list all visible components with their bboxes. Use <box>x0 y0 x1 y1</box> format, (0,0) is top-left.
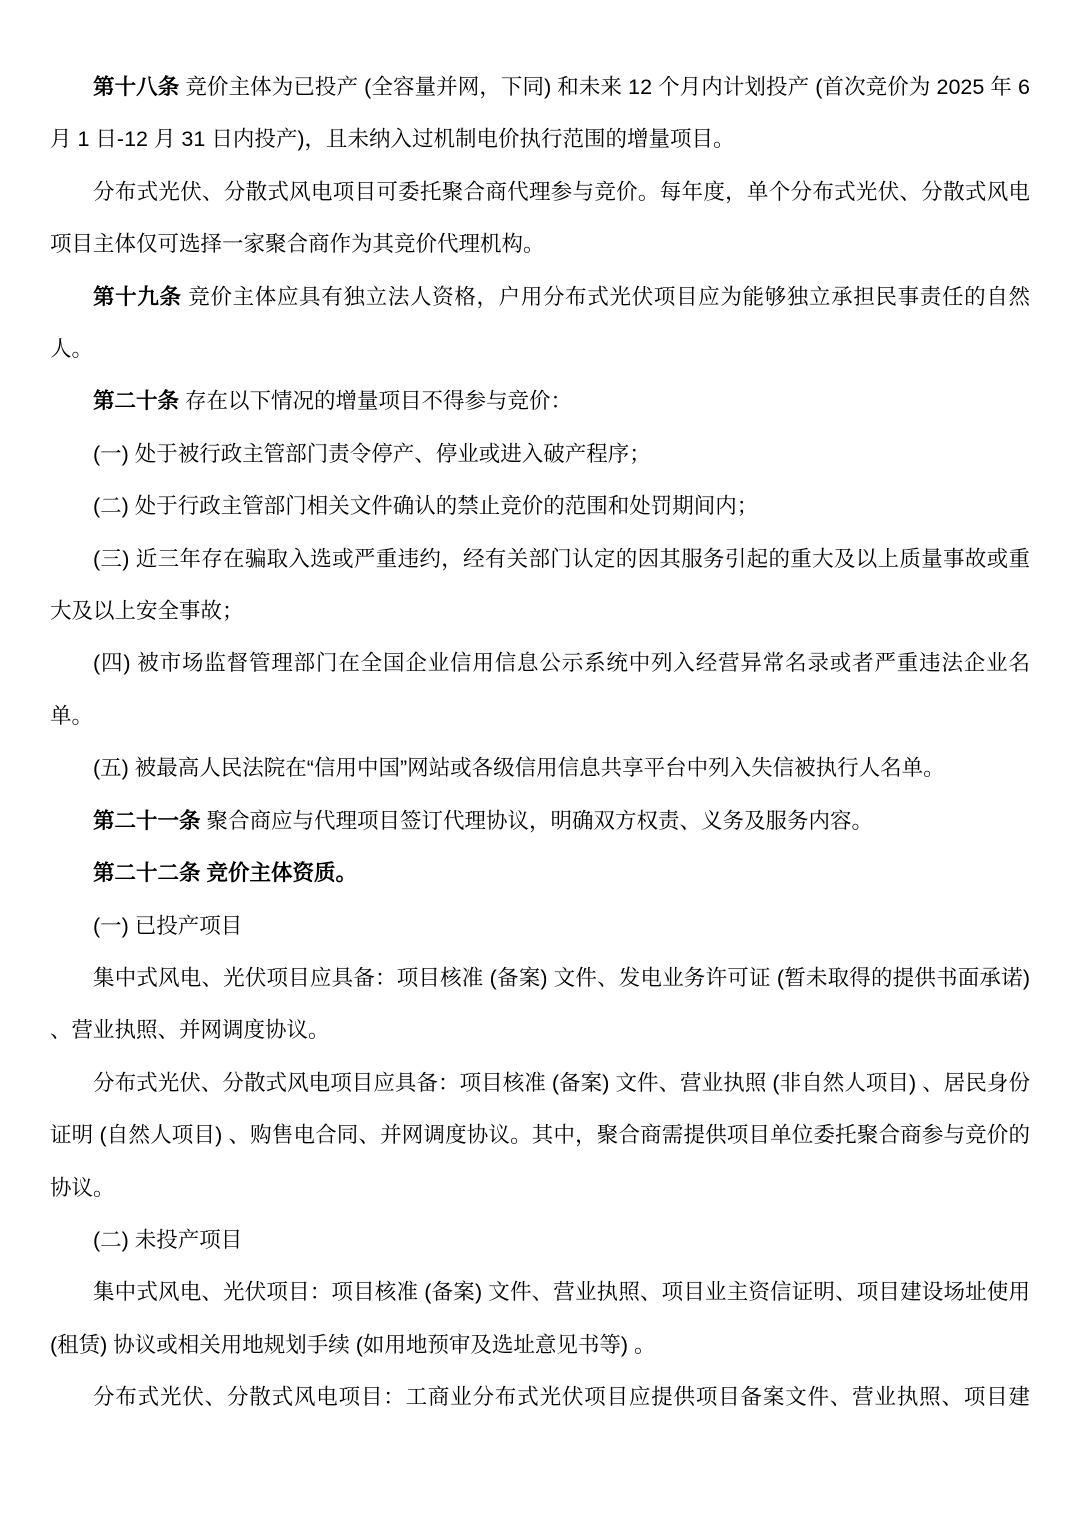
subsection-1-producing-projects <box>50 900 1030 952</box>
article-number: 第二十条 <box>93 389 180 414</box>
paragraph-text: 竞价主体应具有独立法人资格，户用分布式光伏项目应为能够独立承担民事责任的自然人。 <box>50 284 1030 362</box>
list-item-5 <box>50 742 1030 794</box>
paragraph-text: 集中式风电、光伏项目：项目核准 (备案) 文件、营业执照、项目业主资信证明、项目建设场址使用 (租赁) 协议或相关用地规划手续 (如用地预审及选址意见书等) 。 <box>50 1280 1030 1357</box>
paragraph-centralized-requirements <box>50 952 1030 1057</box>
paragraph-text: (二) 处于行政主管部门相关文件确认的禁止竞价的范围和处罚期间内； <box>93 494 759 519</box>
paragraph-text: (五) 被最高人民法院在“信用中国”网站或各级信用信息共享平台中列入失信被执行人名单。 <box>93 756 945 781</box>
paragraph-text: 集中式风电、光伏项目应具备：项目核准 (备案) 文件、发电业务许可证 (暂未取得的提供书面承诺) 、营业执照、并网调度协议。 <box>50 965 1030 1043</box>
paragraph-text: (一) 已投产项目 <box>93 913 243 938</box>
list-item-4 <box>50 637 1030 742</box>
paragraph-article-18 <box>50 61 1030 166</box>
subsection-2-unproduced-projects <box>50 1214 1030 1266</box>
paragraph-text: (二) 未投产项目 <box>93 1227 243 1252</box>
article-number: 第十八条 <box>93 75 180 99</box>
paragraph-centralized-unproduced <box>50 1266 1030 1371</box>
paragraph-text: 分布式光伏、分散式风电项目应具备：项目核准 (备案) 文件、营业执照 (非自然人项目) 、居民身份证明 (自然人项目) 、购售电合同、并网调度协议。其中，聚合商需提供项目单位委托聚合商参与竞价的协议。 <box>50 1070 1030 1200</box>
paragraph-article-22 <box>50 847 1030 899</box>
paragraph-article-20 <box>50 375 1030 427</box>
paragraph-text: (一) 处于被行政主管部门责令停产、停业或进入破产程序； <box>93 441 651 466</box>
list-item-3 <box>50 533 1030 638</box>
paragraph-article-19 <box>50 271 1030 376</box>
article-number: 第二十二条 竞价主体资质。 <box>93 861 357 886</box>
list-item-1 <box>50 428 1030 480</box>
paragraph-text: 分布式光伏、分散式风电项目：工商业分布式光伏项目应提供项目备案文件、营业执照、项目建 <box>93 1385 1030 1410</box>
paragraph-text: (四) 被市场监督管理部门在全国企业信用信息公示系统中列入经营异常名录或者严重违法企业名单。 <box>50 651 1030 728</box>
paragraph-text: 存在以下情况的增量项目不得参与竞价： <box>179 389 572 414</box>
paragraph-text: 竞价主体为已投产 (全容量并网，下同) 和未来 12 个月内计划投产 (首次竞价为 2025 年 6 月 1 日-12 月 31 日内投产)，且未纳入过机制电价执行范围的增量项目。 <box>50 75 1030 152</box>
paragraph-aggregator-agency <box>50 166 1030 271</box>
paragraph-distributed-requirements <box>50 1057 1030 1214</box>
paragraph-text: (三) 近三年存在骗取入选或严重违约，经有关部门认定的因其服务引起的重大及以上质量事故或重大及以上安全事故； <box>50 546 1030 624</box>
article-number: 第二十一条 <box>93 808 201 833</box>
paragraph-text: 分布式光伏、分散式风电项目可委托聚合商代理参与竞价。每年度，单个分布式光伏、分散式风电项目主体仅可选择一家聚合商作为其竞价代理机构。 <box>50 179 1030 257</box>
article-number: 第十九条 <box>93 284 182 309</box>
paragraph-text: 聚合商应与代理项目签订代理协议，明确双方权责、义务及服务内容。 <box>200 808 873 833</box>
paragraph-distributed-unproduced-cutoff <box>50 1371 1030 1423</box>
paragraph-article-21 <box>50 795 1030 847</box>
list-item-2 <box>50 480 1030 532</box>
